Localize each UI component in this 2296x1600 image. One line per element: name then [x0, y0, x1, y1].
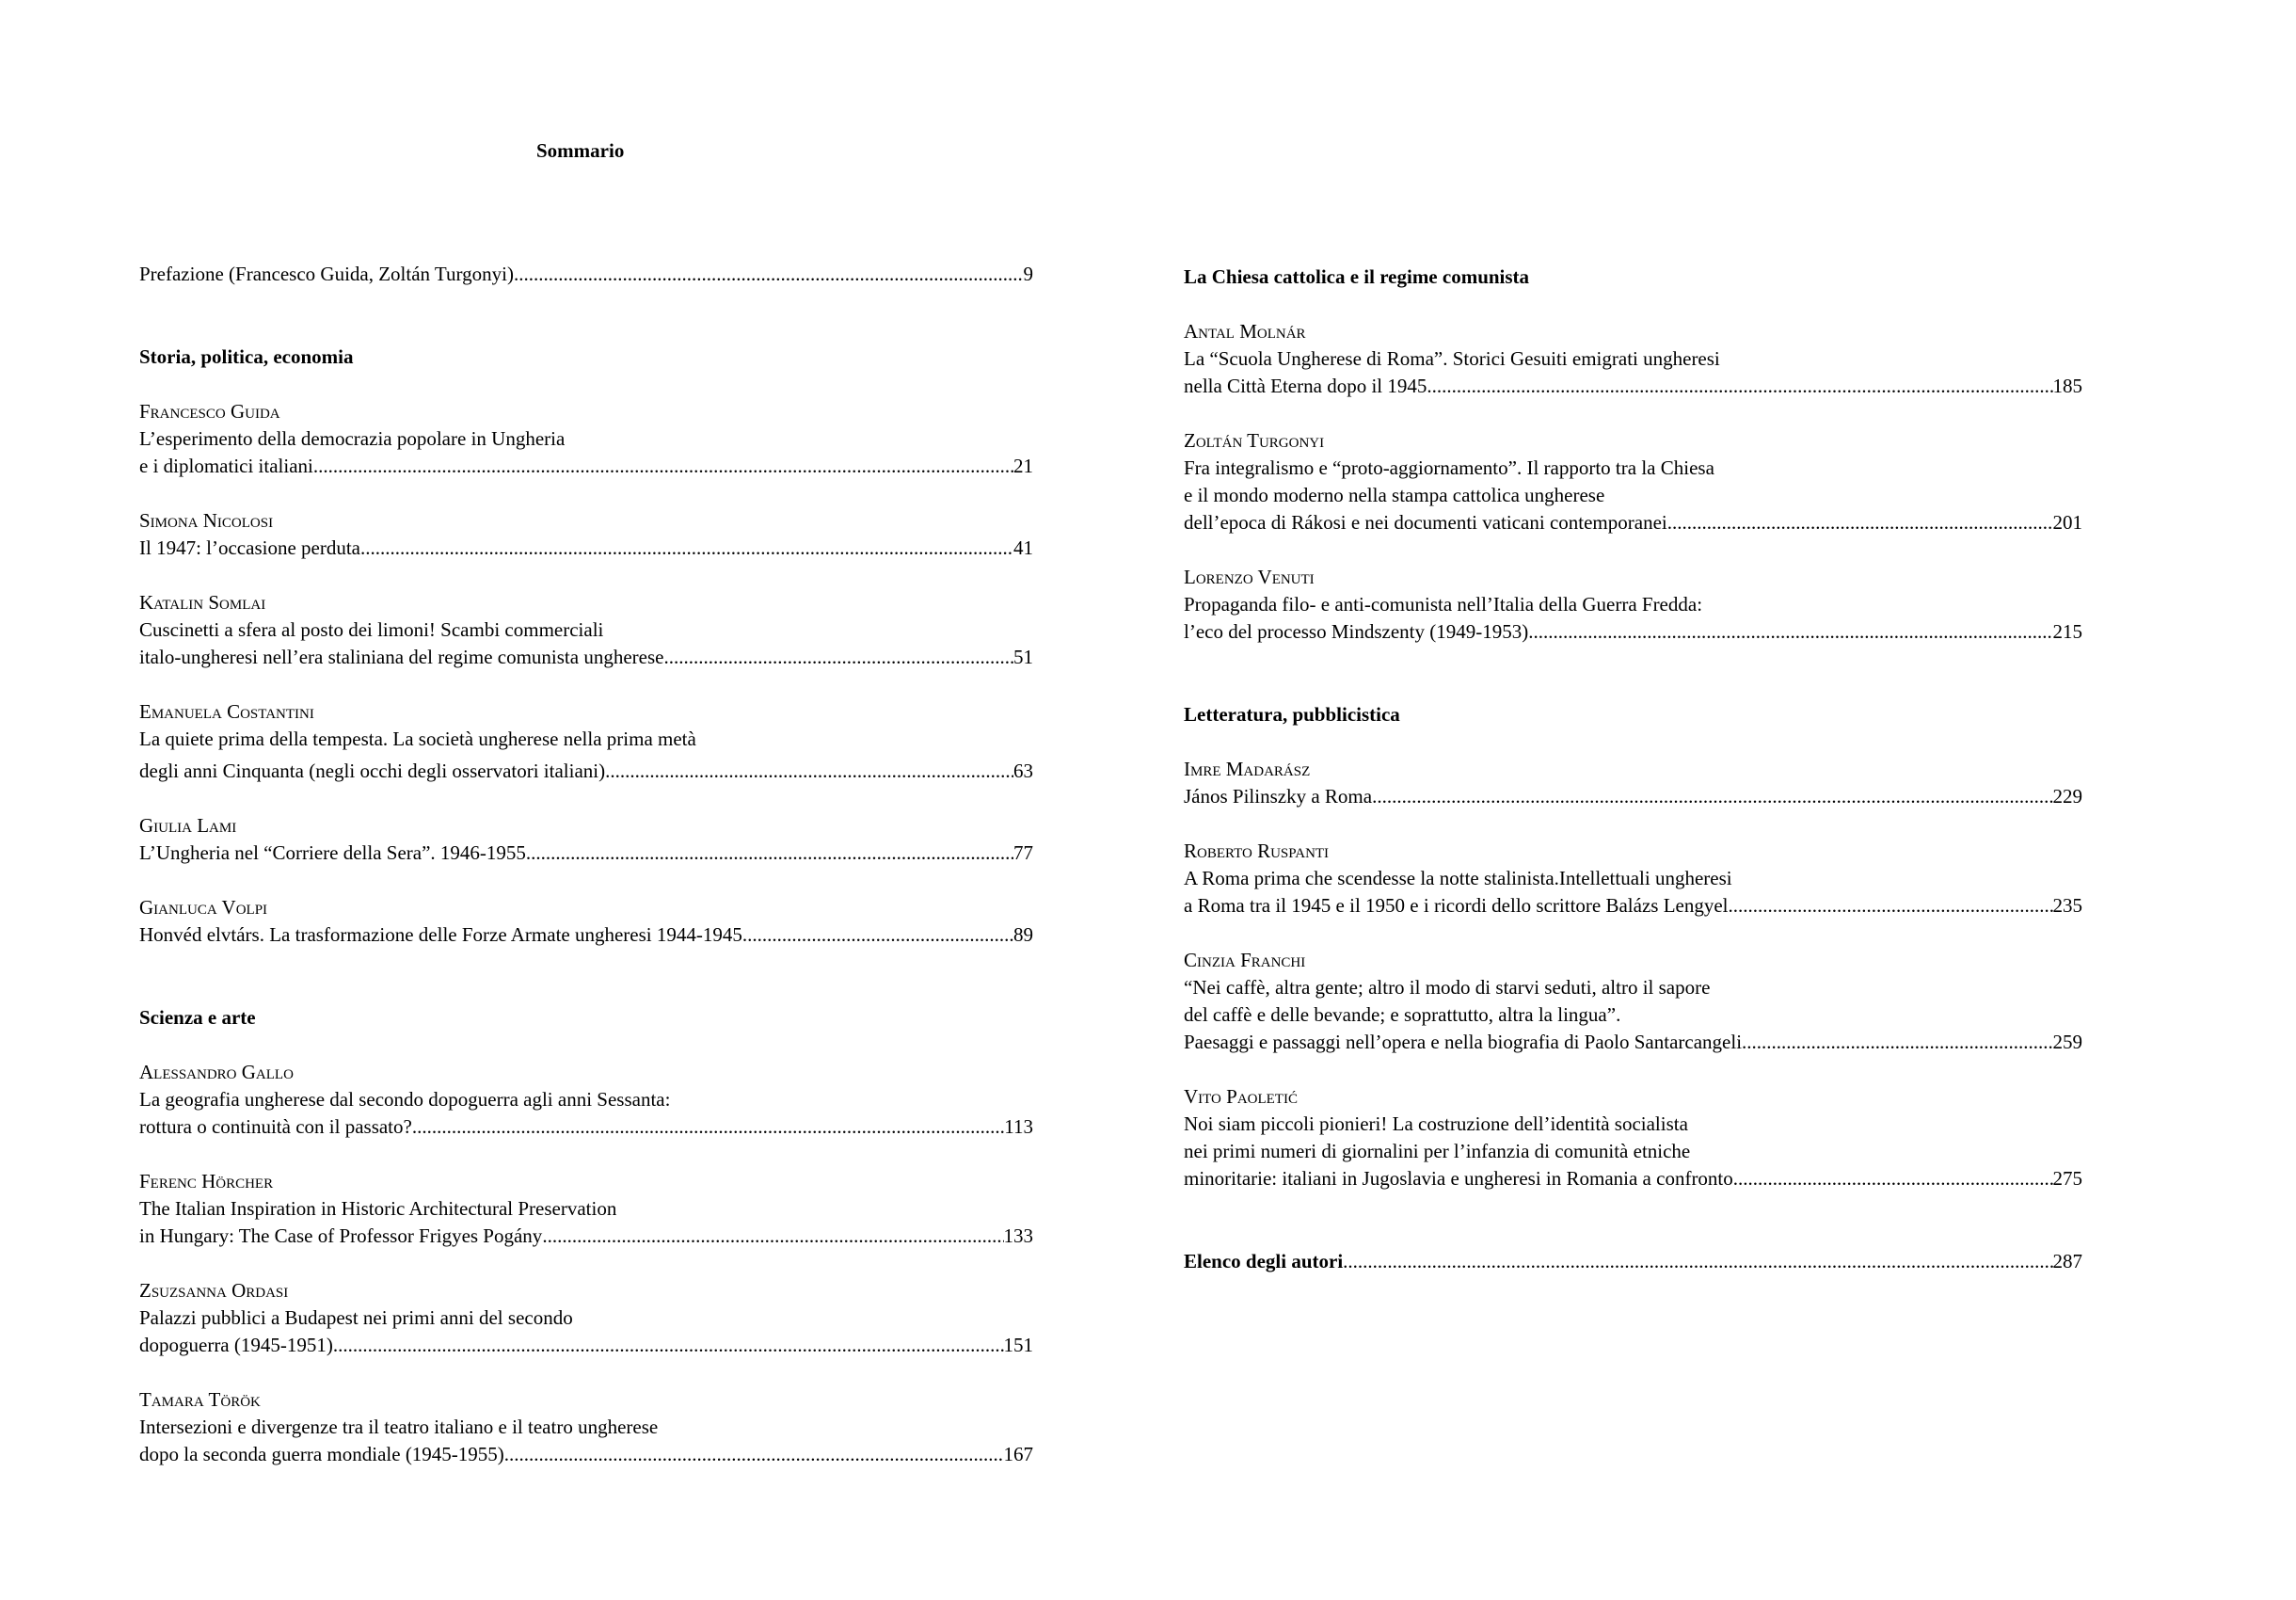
toc-entry [1184, 1165, 2082, 1192]
entry-title: l’eco del processo Mindszenty (1949-1953) [1184, 620, 1529, 643]
dot-leader [526, 840, 1013, 867]
page-number: 185 [2052, 375, 2082, 397]
page-number: 21 [1013, 455, 1033, 477]
dot-leader [514, 261, 1024, 288]
toc-entry [139, 921, 1033, 949]
dot-leader [313, 453, 1013, 480]
entry-title-line: The Italian Inspiration in Historic Architectural Preservation [139, 1197, 617, 1220]
dot-leader [1742, 1029, 2052, 1056]
toc-entry [139, 644, 1033, 671]
entry-title: in Hungary: The Case of Professor Frigyes Pogány [139, 1224, 543, 1247]
page-number: 275 [2052, 1167, 2082, 1190]
entry-title: Elenco degli autori [1184, 1250, 1344, 1272]
page-number: 41 [1013, 536, 1033, 559]
entry-title-line: A Roma prima che scendesse la notte stalinista.Intellettuali ungheresi [1184, 867, 1732, 889]
toc-entry [1184, 783, 2082, 810]
toc-entry [1184, 509, 2082, 536]
toc-entry [139, 758, 1033, 785]
author-name: Lorenzo Venuti [1184, 566, 1315, 588]
page-number: 229 [2052, 785, 2082, 808]
dot-leader [412, 1113, 1004, 1141]
entry-title-line: Propaganda filo- e anti-comunista nell’Italia della Guerra Fredda: [1184, 593, 1703, 616]
page-number: 113 [1004, 1115, 1033, 1138]
toc-entry [139, 1113, 1033, 1141]
entry-title-line: La geografia ungherese dal secondo dopoguerra agli anni Sessanta: [139, 1088, 671, 1111]
page-number: 235 [2052, 894, 2082, 917]
entry-title: degli anni Cinquanta (negli occhi degli osservatori italiani) [139, 760, 606, 782]
entry-title: Paesaggi e passaggi nell’opera e nella biografia di Paolo Santarcangeli [1184, 1031, 1743, 1053]
dot-leader [1733, 1165, 2053, 1192]
entry-title: L’Ungheria nel “Corriere della Sera”. 1946-1955 [139, 841, 526, 864]
toc-entry [1184, 1248, 2082, 1275]
section-heading: Scienza e arte [139, 1006, 256, 1029]
entry-title-line: e il mondo moderno nella stampa cattolica ungherese [1184, 484, 1605, 506]
toc-entry [1184, 892, 2082, 920]
page-number: 89 [1013, 923, 1033, 946]
entry-title: a Roma tra il 1945 e il 1950 e i ricordi dello scrittore Balázs Lengyel [1184, 894, 1729, 917]
page-number: 51 [1013, 646, 1033, 668]
section-heading: Storia, politica, economia [139, 345, 354, 368]
author-name: Giulia Lami [139, 814, 237, 837]
author-name: Roberto Ruspanti [1184, 840, 1330, 862]
author-name: Zoltán Turgonyi [1184, 429, 1325, 452]
toc-entry [139, 261, 1033, 288]
page-number: 77 [1013, 841, 1033, 864]
dot-leader [605, 758, 1013, 785]
dot-leader [1729, 892, 2053, 920]
page-number: 167 [1003, 1443, 1033, 1465]
author-name: Alessandro Gallo [139, 1061, 294, 1083]
dot-leader [333, 1332, 1004, 1359]
dot-leader [360, 535, 1013, 562]
entry-title-line: Cuscinetti a sfera al posto dei limoni! Scambi commerciali [139, 618, 604, 641]
entry-title: Honvéd elvtárs. La trasformazione delle Forze Armate ungheresi 1944-1945 [139, 923, 742, 946]
dot-leader [504, 1441, 1004, 1468]
entry-title-line: L’esperimento della democrazia popolare in Ungheria [139, 427, 566, 450]
author-name: Tamara Török [139, 1388, 261, 1411]
author-name: Gianluca Volpi [139, 896, 268, 919]
entry-title: Il 1947: l’occasione perduta [139, 536, 360, 559]
entry-title: rottura o continuità con il passato? [139, 1115, 412, 1138]
entry-title: dopoguerra (1945-1951) [139, 1334, 333, 1356]
page-number: 259 [2052, 1031, 2082, 1053]
page-title: Sommario [536, 139, 625, 162]
entry-title-line: nei primi numeri di giornalini per l’infanzia di comunità etniche [1184, 1140, 1691, 1162]
page-number: 287 [2052, 1250, 2082, 1272]
author-name: Antal Molnár [1184, 320, 1306, 343]
author-name: Vito Paoletić [1184, 1085, 1298, 1108]
dot-leader [663, 644, 1013, 671]
entry-title: Prefazione (Francesco Guida, Zoltán Turgonyi) [139, 263, 514, 285]
page-number: 215 [2052, 620, 2082, 643]
dot-leader [1372, 783, 2052, 810]
entry-title-line: Noi siam piccoli pionieri! La costruzione dell’identità socialista [1184, 1112, 1688, 1135]
toc-entry [1184, 618, 2082, 646]
section-heading: La Chiesa cattolica e il regime comunista [1184, 265, 1530, 288]
page-number: 201 [2052, 511, 2082, 534]
dot-leader [542, 1223, 1003, 1250]
page-number: 9 [1023, 263, 1033, 285]
entry-title: nella Città Eterna dopo il 1945 [1184, 375, 1427, 397]
dot-leader [1528, 618, 2052, 646]
author-name: Ferenc Hörcher [139, 1170, 274, 1192]
entry-title: minoritarie: italiani in Jugoslavia e ungheresi in Romania a confronto [1184, 1167, 1733, 1190]
section-heading: Letteratura, pubblicistica [1184, 703, 1400, 726]
toc-entry [1184, 1029, 2082, 1056]
entry-title-line: “Nei caffè, altra gente; altro il modo di starvi seduti, altro il sapore [1184, 976, 1711, 999]
entry-title-line: Intersezioni e divergenze tra il teatro italiano e il teatro ungherese [139, 1416, 659, 1438]
entry-title: dopo la seconda guerra mondiale (1945-1955) [139, 1443, 504, 1465]
dot-leader [1667, 509, 2053, 536]
author-name: Katalin Somlai [139, 591, 266, 614]
toc-entry [139, 1332, 1033, 1359]
entry-title-line: Fra integralismo e “proto-aggiornamento”. Il rapporto tra la Chiesa [1184, 456, 1714, 479]
toc-entry [139, 840, 1033, 867]
dot-leader [1343, 1248, 2052, 1275]
toc-entry [139, 453, 1033, 480]
entry-title-line: del caffè e delle bevande; e soprattutto, altra la lingua”. [1184, 1003, 1621, 1026]
author-name: Imre Madarász [1184, 758, 1311, 780]
entry-title-line: La “Scuola Ungherese di Roma”. Storici Gesuiti emigrati ungheresi [1184, 347, 1720, 370]
dot-leader [742, 921, 1013, 949]
entry-title: e i diplomatici italiani [139, 455, 313, 477]
toc-entry [139, 1441, 1033, 1468]
dot-leader [1427, 373, 2052, 400]
toc-entry [1184, 373, 2082, 400]
toc-entry [139, 1223, 1033, 1250]
entry-title: italo-ungheresi nell’era staliniana del regime comunista ungherese [139, 646, 664, 668]
author-name: Emanuela Costantini [139, 700, 314, 723]
author-name: Simona Nicolosi [139, 509, 274, 532]
entry-title: János Pilinszky a Roma [1184, 785, 1373, 808]
toc-entry [139, 535, 1033, 562]
entry-title-line: Palazzi pubblici a Budapest nei primi anni del secondo [139, 1306, 573, 1329]
author-name: Cinzia Franchi [1184, 949, 1306, 971]
page-number: 63 [1013, 760, 1033, 782]
page-number: 151 [1003, 1334, 1033, 1356]
page-number: 133 [1003, 1224, 1033, 1247]
entry-title: dell’epoca di Rákosi e nei documenti vaticani contemporanei [1184, 511, 1667, 534]
author-name: Francesco Guida [139, 400, 280, 423]
entry-title-line: La quiete prima della tempesta. La società ungherese nella prima metà [139, 728, 696, 750]
author-name: Zsuzsanna Ordasi [139, 1279, 289, 1302]
